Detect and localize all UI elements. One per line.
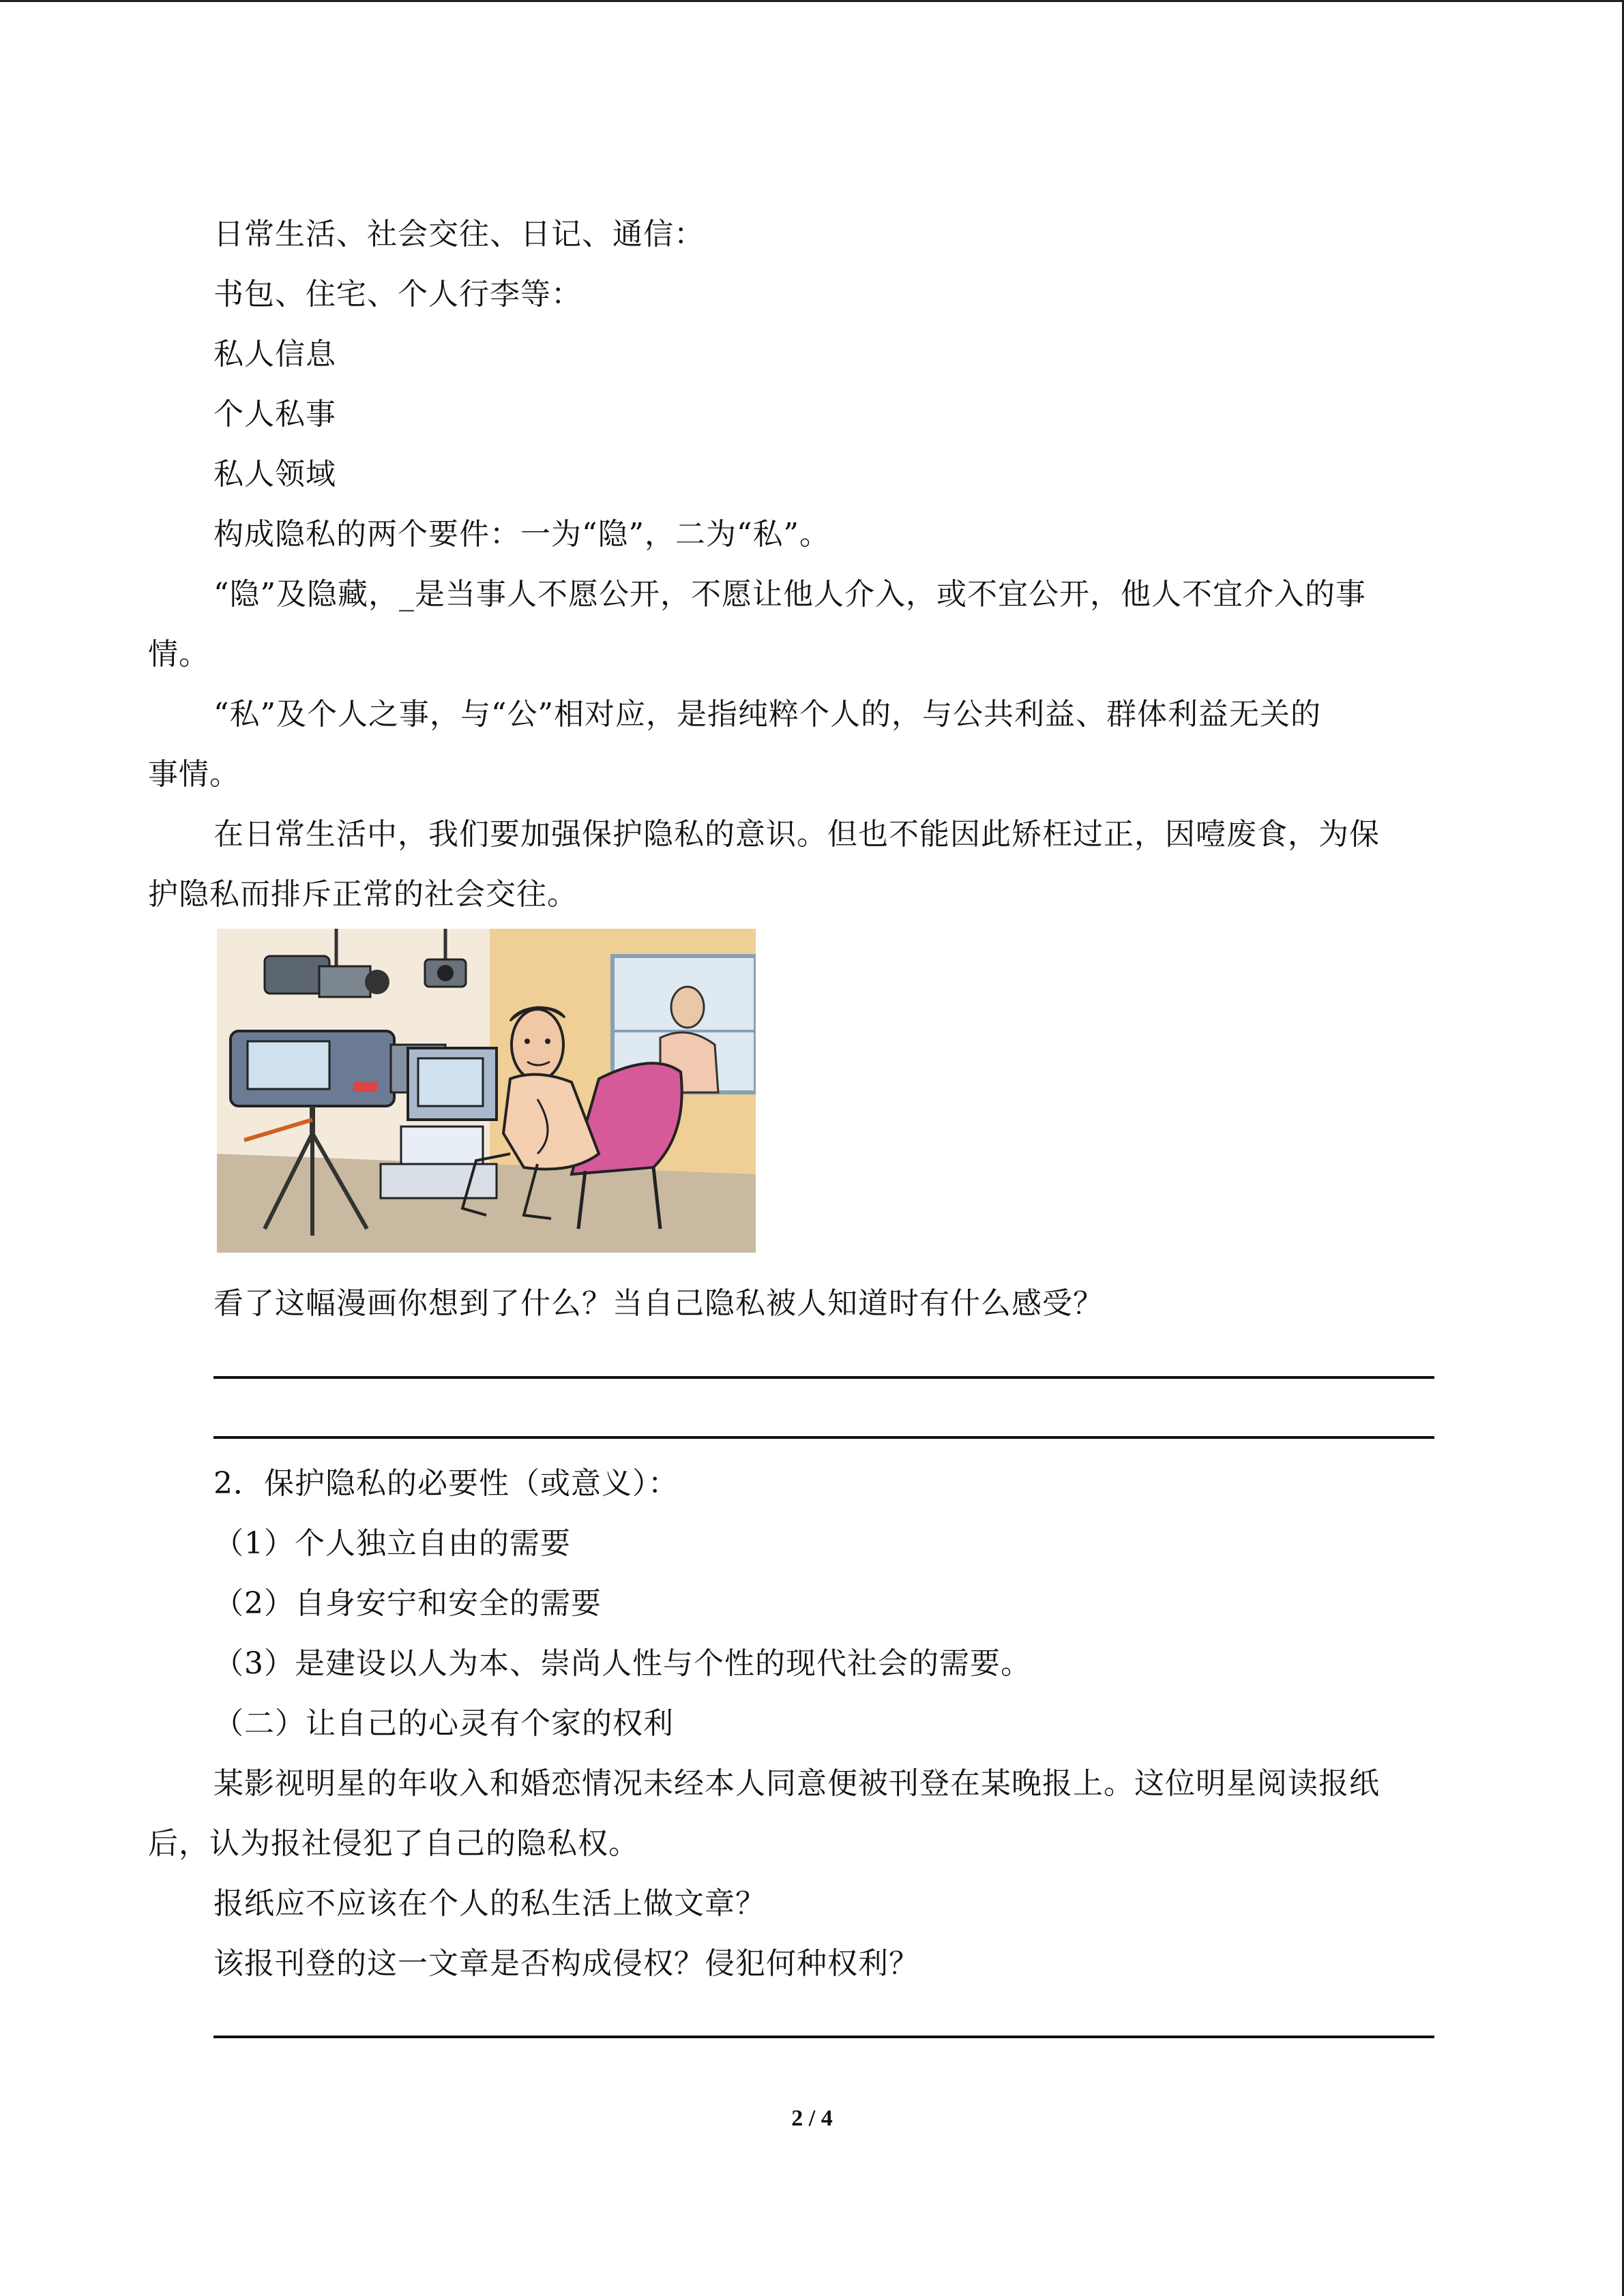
section-necessity-heading: 2．保护隐私的必要性（或意义）： xyxy=(213,1466,679,1501)
text-line-daily-life-advice: 在日常生活中，我们要加强保护隐私的意识。但也不能因此矫枉过正，因噎废食，为保 xyxy=(213,817,1380,852)
case-description-cont: 后，认为报社侵犯了自己的隐私权。 xyxy=(148,1826,639,1861)
text-line-daily-life: 日常生活、社会交往、日记、通信： xyxy=(213,217,705,252)
case-description: 某影视明星的年收入和婚恋情况未经本人同意便被刊登在某晚报上。这位明星阅读报纸 xyxy=(213,1766,1380,1801)
case-question-1: 报纸应不应该在个人的私生活上做文章？ xyxy=(213,1886,766,1921)
answer-blank-line-3[interactable] xyxy=(213,2036,1434,2038)
case-question-2: 该报刊登的这一文章是否构成侵权？侵犯何种权利？ xyxy=(213,1946,919,1981)
necessity-point-1: （1）个人独立自由的需要 xyxy=(213,1526,571,1561)
question-cartoon: 看了这幅漫画你想到了什么？当自己隐私被人知道时有什么感受？ xyxy=(213,1286,1104,1321)
answer-blank-line-2[interactable] xyxy=(213,1436,1434,1439)
necessity-point-2: （2）自身安宁和安全的需要 xyxy=(213,1586,602,1621)
text-line-hidden-definition-cont: 情。 xyxy=(148,637,209,672)
section-two-heading: （二）让自己的心灵有个家的权利 xyxy=(213,1706,674,1741)
text-line-belongings: 书包、住宅、个人行李等： xyxy=(213,277,582,312)
answer-blank-line-1[interactable] xyxy=(213,1376,1434,1379)
text-line-private-definition: “私”及个人之事，与“公”相对应，是指纯粹个人的，与公共利益、群体利益无关的 xyxy=(213,697,1321,732)
text-line-private-info: 私人信息 xyxy=(213,337,336,372)
text-line-private-definition-cont: 事情。 xyxy=(148,757,240,792)
text-line-hidden-definition: “隐”及隐藏，_是当事人不愿公开，不愿让他人介入，或不宜公开，他人不宜介入的事 xyxy=(213,577,1366,612)
page-number: 2 / 4 xyxy=(791,2106,833,2131)
privacy-cartoon-illustration xyxy=(217,929,756,1253)
text-line-private-domain: 私人领域 xyxy=(213,457,336,492)
text-line-daily-life-advice-cont: 护隐私而排斥正常的社会交往。 xyxy=(148,877,578,912)
text-line-privacy-elements: 构成隐私的两个要件：一为“隐”，二为“私”。 xyxy=(213,517,830,552)
text-line-private-affairs: 个人私事 xyxy=(213,397,336,432)
necessity-point-3: （3）是建设以人为本、崇尚人性与个性的现代社会的需要。 xyxy=(213,1646,1031,1681)
